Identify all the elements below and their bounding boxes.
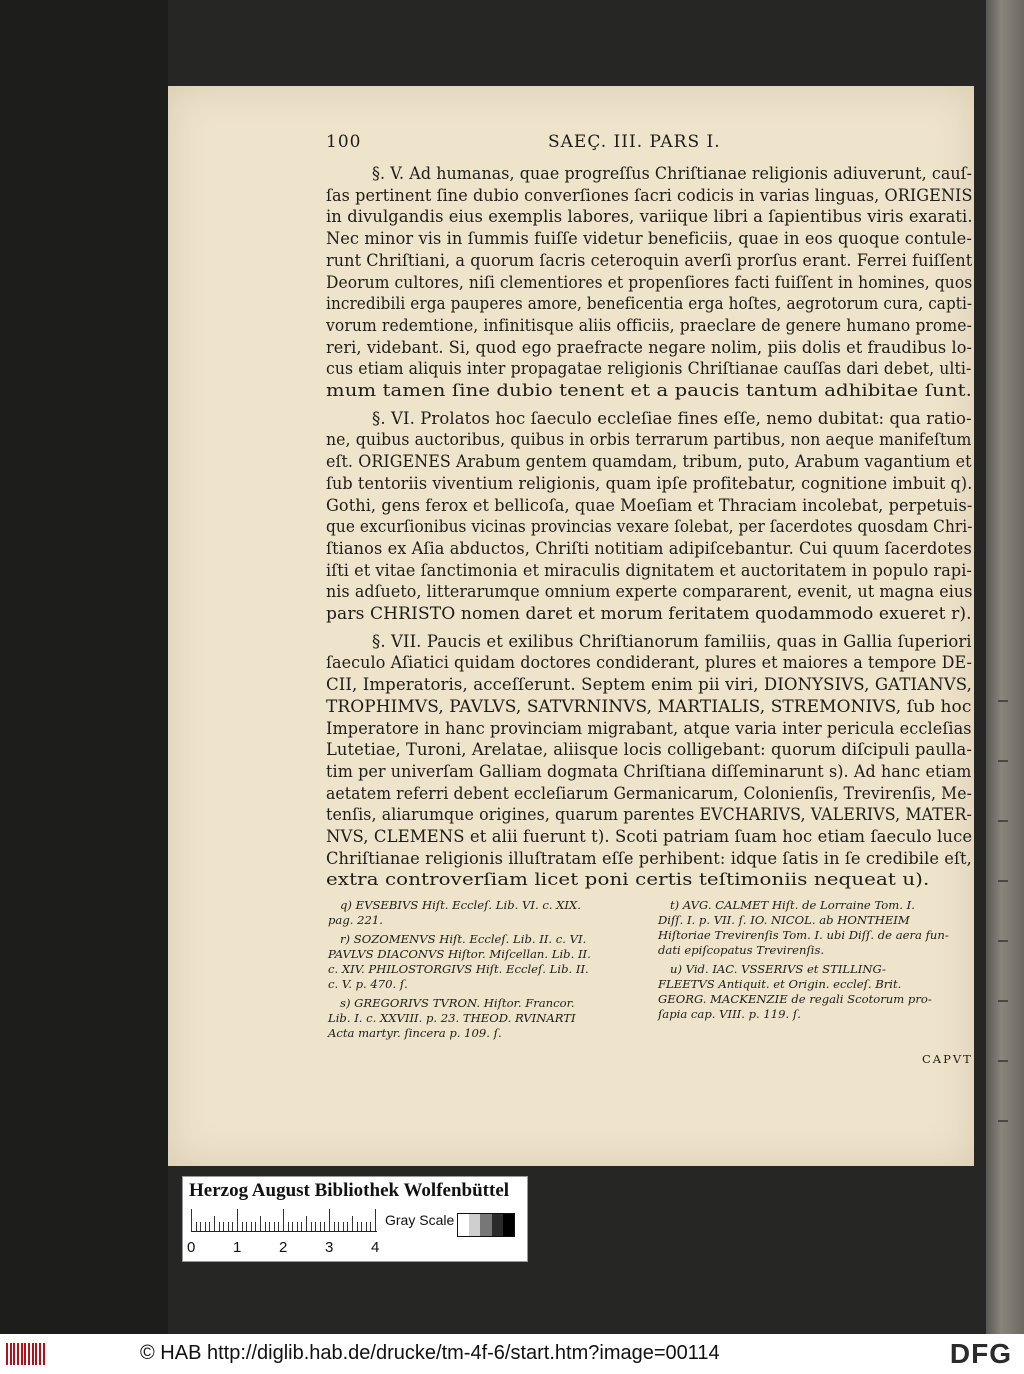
body-line: reri, videbant. Si, quod ego praefracte negare nolim, piis dolis et fraudibus lo- <box>326 337 973 358</box>
footnote-line: Diſſ. I. p. VII. ſ. IO. NICOL. ab HONTHEIM <box>658 913 910 927</box>
edge-mark <box>998 1000 1008 1002</box>
ruler-tick <box>274 1222 275 1231</box>
ruler-tick <box>232 1222 233 1231</box>
ruler-tick <box>347 1222 348 1231</box>
body-line: in divulgandis eius exemplis labores, variique libri a ſapientibus viris exarati. <box>326 207 973 228</box>
logo-bar <box>35 1343 37 1365</box>
body-line: Imperatore in hanc provinciam migrabant, atque varia inter pericula eccleſias <box>326 718 972 739</box>
ruler-tick <box>200 1222 201 1231</box>
logo-bar <box>13 1343 15 1365</box>
body-line: cus etiam aliquis inter propagatae religionis Chriſtianae cauſſas dari debet, ulti- <box>326 359 972 380</box>
edge-mark <box>998 760 1008 762</box>
dfg-logo: DFG <box>949 1338 1012 1369</box>
ruler-tick <box>297 1222 298 1231</box>
ruler-tick <box>370 1222 371 1231</box>
edge-mark <box>998 700 1008 702</box>
footnote-line: FLEETVS Antiquit. et Origin. eccleſ. Brit. <box>658 977 902 991</box>
body-line: Nec minor vis in ſummis fuiſſe videtur beneficiis, quae in eos quoque contule- <box>326 229 972 250</box>
body-line: ſub tentoriis viventium religionis, quam ipſe profitebatur, cognitione imbuit q). <box>326 473 973 494</box>
page-number: 100 <box>326 132 362 152</box>
body-line: eſt. ORIGENES Arabum gentem quamdam, tribum, puto, Arabum vagantium et <box>326 452 972 473</box>
gray-patch <box>503 1214 514 1236</box>
ruler-tick <box>315 1222 316 1231</box>
ruler-number: 2 <box>279 1239 288 1256</box>
ruler-tick <box>334 1222 335 1231</box>
logo-bar <box>28 1343 30 1365</box>
gray-scale-patches <box>457 1213 515 1237</box>
edge-mark <box>998 940 1008 942</box>
ruler-tick <box>324 1222 325 1231</box>
body-line: incredibili erga pauperes amore, beneficentia erga hoſtes, aegrotorum cura, capti- <box>326 294 973 315</box>
running-title: SAEÇ. III. PARS I. <box>548 132 721 152</box>
ruler <box>191 1209 377 1232</box>
logo-bar <box>43 1343 45 1365</box>
ruler-tick <box>357 1222 358 1231</box>
body-line: TROPHIMVS, PAVLVS, SATVRNINVS, MARTIALIS, STREMONIVS, ſub hoc <box>326 696 972 717</box>
body-line: §. V. Ad humanas, quae progreſſus Chriſtianae religionis adiuverunt, cauſ- <box>372 164 973 184</box>
ruler-tick <box>219 1222 220 1231</box>
footer-bar <box>0 1334 1024 1374</box>
ruler-tick <box>283 1209 284 1231</box>
body-line: iſti et vitae ſanctimonia et miraculis dignitatem et auctoritatem in populo rapi- <box>326 560 972 581</box>
body-line: Lutetiae, Turoni, Arelatae, aliisque locis colligebant: quorum diſcipuli paulla- <box>326 740 972 761</box>
body-line: pars CHRISTO nomen daret et morum feritatem quodammodo exueret r). <box>326 604 972 624</box>
body-line: ſtianos ex Aſia abductos, Chriſti notitiam adipiſcebantur. Cui quum ſacerdotes <box>326 538 972 559</box>
body-line: Chriſtianae religionis illuſtratam eſſe perhibent: idque ſatis in ſe credibile eſt, <box>326 848 972 869</box>
edge-mark <box>998 1060 1008 1062</box>
ruler-numbers <box>187 1237 380 1257</box>
logo-bar <box>21 1343 23 1365</box>
footnote-line: r) SOZOMENVS Hiſt. Eccleſ. Lib. II. c. VI. <box>340 932 587 946</box>
body-line: tenſis, aliarumque origines, quarum parentes EVCHARIVS, VALERIVS, MATER- <box>326 805 972 826</box>
footnote-line: t) AVG. CALMET Hiſt. de Lorraine Tom. I. <box>670 898 915 912</box>
ruler-tick <box>320 1222 321 1231</box>
ruler-number: 3 <box>325 1239 334 1256</box>
ruler-tick <box>375 1209 376 1231</box>
body-line: §. VII. Paucis et exilibus Chriſtianorum familiis, quas in Gallia ſuperiori <box>372 631 972 652</box>
body-line: nis adſueto, litterarumque omnium experte compararent, evenit, ut magna eius <box>326 582 973 603</box>
footnote-line: dati epiſcopatus Trevirenſis. <box>658 943 825 957</box>
ruler-tick <box>311 1222 312 1231</box>
body-line: aetatem referri debent eccleſiarum Germanicarum, Colonienſis, Trevirenſis, Me- <box>326 783 972 804</box>
footnote-line: u) Vid. IAC. VSSERIVS et STILLING- <box>670 962 886 976</box>
body-line: ſaeculo Aſiatici quidam doctores condiderant, plures et maiores a tempore DE- <box>326 653 973 674</box>
body-line: tim per univerſam Galliam dogmata Chriſtiana diſſeminarunt s). Ad hanc etiam <box>326 761 972 782</box>
footnote-line: q) EVSEBIVS Hiſt. Eccleſ. Lib. VI. c. XIX. <box>340 898 581 912</box>
ruler-tick <box>228 1222 229 1231</box>
footnote-line: PAVLVS DIACONVS Hiſtor. Miſcellan. Lib. II. <box>328 947 591 961</box>
catchword: CAPVT <box>922 1052 973 1066</box>
gray-patch <box>458 1214 469 1236</box>
ruler-tick <box>338 1222 339 1231</box>
ruler-tick <box>260 1216 261 1231</box>
body-line: Deorum cultores, niſi clementiores et propenſiores facti fuiſſent in homines, quos <box>326 272 973 293</box>
ruler-tick <box>352 1216 353 1231</box>
ruler-tick <box>343 1222 344 1231</box>
ruler-tick <box>366 1222 367 1231</box>
ruler-tick <box>306 1216 307 1231</box>
logo-bar <box>10 1343 12 1365</box>
ruler-tick <box>251 1222 252 1231</box>
footnote-line: Lib. I. c. XXVIII. p. 23. THEOD. RVINARTI <box>328 1011 576 1025</box>
body-line: que excurſionibus vicinas provincias vexare ſolebat, per ſacerdotes quosdam Chri- <box>326 517 973 538</box>
logo-bar <box>24 1343 26 1365</box>
gray-patch <box>469 1214 480 1236</box>
ruler-tick <box>246 1222 247 1231</box>
edge-mark <box>998 820 1008 822</box>
footnote-line: GEORG. MACKENZIE de regali Scotorum pro- <box>658 992 932 1006</box>
footnote-line: c. V. p. 470. ſ. <box>328 977 408 991</box>
ruler-tick <box>214 1216 215 1231</box>
body-line: CII, Imperatoris, acceſſerunt. Septem enim pii viri, DIONYSIVS, GATIANVS, <box>326 675 972 696</box>
copyright-link[interactable]: © HAB http://diglib.hab.de/drucke/tm-4f-6/start.htm?image=00114 <box>140 1342 720 1364</box>
footnote-line: pag. 221. <box>328 913 383 927</box>
footnote-line: Hiſtoriae Trevirenſis Tom. I. ubi Diſſ. de aera fun- <box>658 928 949 942</box>
logo-bar <box>17 1343 19 1365</box>
ruler-tick <box>329 1209 330 1231</box>
logo-bar <box>6 1343 8 1365</box>
book-page <box>168 86 974 1166</box>
body-line: runt Chriſtiani, a quorum ſacris ceteroquin averſi prorſus erant. Ferrei fuiſſent <box>326 250 973 271</box>
adjacent-page-edge <box>986 0 1024 1334</box>
footnote-line: Acta martyr. ſincera p. 109. ſ. <box>328 1026 502 1040</box>
ruler-tick <box>292 1222 293 1231</box>
ruler-tick <box>191 1209 192 1231</box>
ruler-tick <box>255 1222 256 1231</box>
ruler-tick <box>205 1222 206 1231</box>
color-card <box>182 1176 528 1262</box>
ruler-tick <box>361 1222 362 1231</box>
gray-patch <box>480 1214 491 1236</box>
ruler-tick <box>288 1222 289 1231</box>
barcode-logo <box>6 1343 46 1365</box>
gray-patch <box>492 1214 503 1236</box>
ruler-number: 0 <box>187 1239 196 1256</box>
ruler-tick <box>278 1222 279 1231</box>
ruler-tick <box>269 1222 270 1231</box>
edge-mark <box>998 880 1008 882</box>
footnote-line: s) GREGORIVS TVRON. Hiſtor. Francor. <box>340 996 575 1010</box>
ruler-tick <box>301 1222 302 1231</box>
logo-bar <box>39 1343 41 1365</box>
body-line: ſas pertinent ſine dubio converſiones ſacri codicis in varias linguas, ORIGENIS <box>326 185 973 206</box>
ruler-tick <box>196 1222 197 1231</box>
body-line: Gothi, gens ferox et bellicoſa, quae Moeſiam et Thraciam incolebat, perpetuis- <box>326 495 973 516</box>
ruler-number: 4 <box>371 1239 380 1256</box>
background-left <box>0 0 168 1334</box>
ruler-tick <box>265 1222 266 1231</box>
body-line: §. VI. Prolatos hoc ſaeculo eccleſiae fines eſſe, nemo dubitat: qua ratio- <box>372 408 972 429</box>
body-line: vorum redemtione, infinitisque aliis officiis, praeclare de genere humano prome- <box>326 315 972 336</box>
body-line: NVS, CLEMENS et alii fuerunt t). Scoti patriam ſuam hoc etiam ſaeculo luce <box>326 827 973 847</box>
ruler-tick <box>209 1222 210 1231</box>
ruler-tick <box>242 1222 243 1231</box>
body-line: extra controverſiam licet poni certis teſtimoniis nequeat u). <box>326 870 930 891</box>
body-line: mum tamen ſine dubio tenent et a paucis tantum adhibitae ſunt. <box>326 381 972 401</box>
ruler-tick <box>237 1209 238 1231</box>
logo-bar <box>32 1343 34 1365</box>
gray-scale-label: Gray Scale <box>385 1212 455 1228</box>
ruler-tick <box>223 1222 224 1231</box>
footnote-line: c. XIV. PHILOSTORGIVS Hiſt. Eccleſ. Lib. II. <box>328 962 589 976</box>
ruler-number: 1 <box>233 1239 242 1256</box>
color-card-title: Herzog August Bibliothek Wolfenbüttel <box>189 1180 510 1201</box>
body-line: ne, quibus auctoribus, quibus in orbis terrarum partibus, non aeque manifeſtum <box>326 430 972 451</box>
footnote-line: ſapia cap. VIII. p. 119. ſ. <box>658 1007 801 1021</box>
edge-mark <box>998 1120 1008 1122</box>
